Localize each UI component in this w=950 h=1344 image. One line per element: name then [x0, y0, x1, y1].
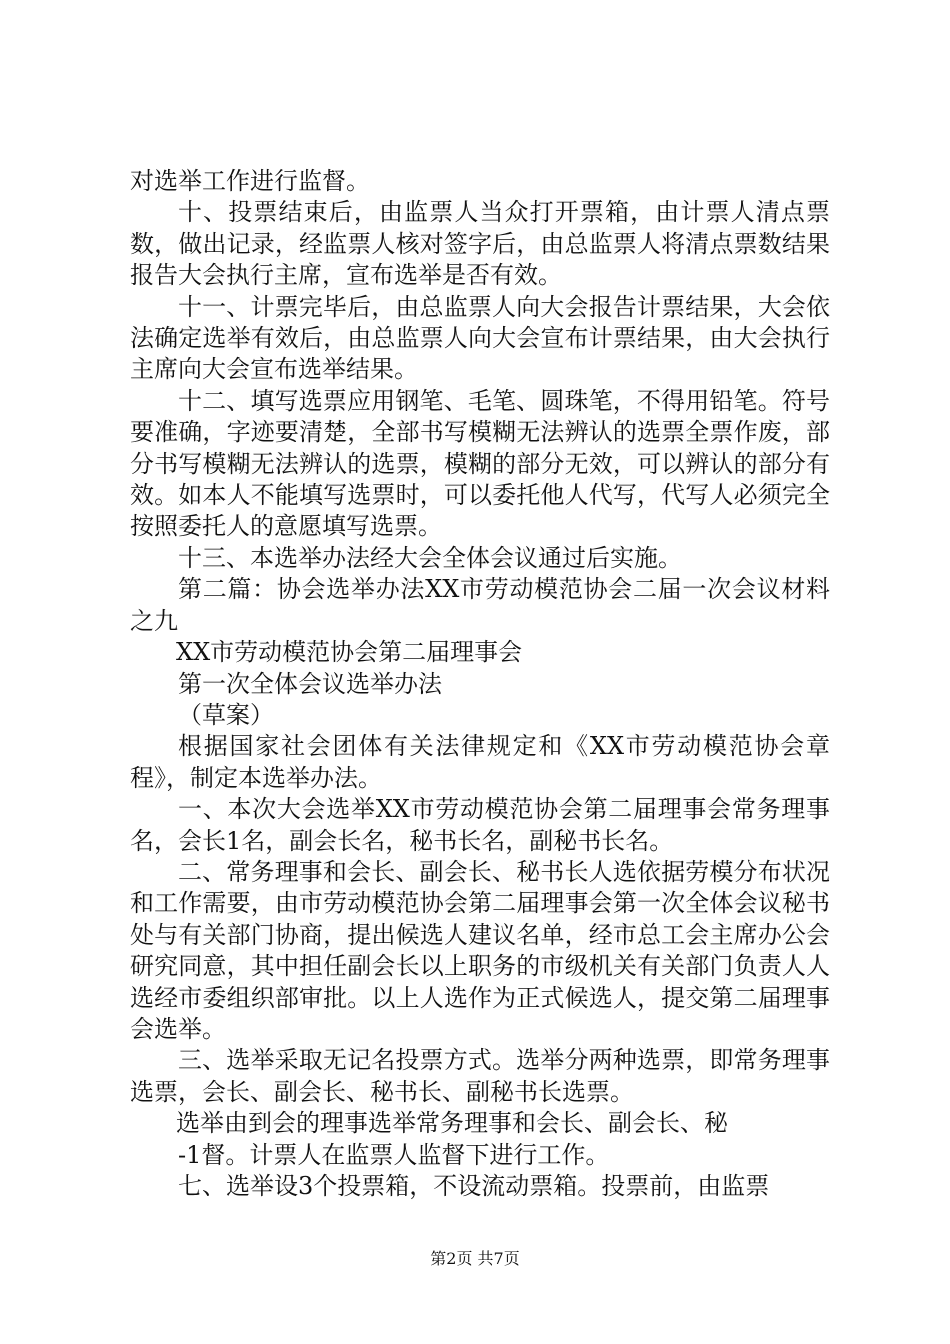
draft-label: （草案） — [178, 700, 274, 729]
paragraph: 一、本次大会选举XX市劳动模范协会第二届理事会常务理事名，会长1名，副会长名，秘书长名，副秘书长名。 — [130, 795, 830, 855]
paragraph: 二、常务理事和会长、副会长、秘书长人选依据劳模分布状况和工作需要，由市劳动模范协会第二届理事会第一次全体会议秘书处与有关部门协商，提出候选人建议名单，经市总工会主席办公会研究同意，其中担任副会长以上职务的市级机关有关部门负责人人选经市委组织部审批。以上人选作为正式候选人，提交第二届理事会选举。 — [130, 857, 830, 1043]
paragraph: 十三、本选举办法经大会全体会议通过后实施。 — [178, 543, 682, 572]
section-heading: 第二篇：协会选举办法XX市劳动模范协会二届一次会议材料之九 — [130, 575, 830, 635]
section-title: 第一次全体会议选举办法 — [178, 669, 442, 698]
paragraph: 七、选举设3个投票箱，不设流动票箱。投票前，由监票 — [178, 1172, 770, 1200]
paragraph: 选举由到会的理事选举常务理事和会长、副会长、秘 — [176, 1109, 728, 1138]
paragraph: 根据国家社会团体有关法律规定和《XX市劳动模范协会章程》，制定本选举办法。 — [130, 732, 830, 792]
document-body — [130, 166, 830, 1202]
paragraph: 十、投票结束后，由监票人当众打开票箱，由计票人清点票数，做出记录，经监票人核对签字后，由总监票人将清点票数结果报告大会执行主席，宣布选举是否有效。 — [130, 198, 830, 290]
paragraph: 十二、填写选票应用钢笔、毛笔、圆珠笔，不得用铅笔。符号要准确，字迹要清楚，全部书写模糊无法辨认的选票全票作废，部分书写模糊无法辨认的选票，模糊的部分无效，可以辨认的部分有效。如本人不能填写选票时，可以委托他人代写，代写人必须完全按照委托人的意愿填写选票。 — [130, 386, 830, 541]
paragraph: 三、选举采取无记名投票方式。选举分两种选票，即常务理事选票，会长、副会长、秘书长、副秘书长选票。 — [130, 1046, 830, 1106]
page-number-footer: 第2页 共7页 — [430, 1249, 520, 1268]
section-title: XX市劳动模范协会第二届理事会 — [176, 638, 523, 667]
paragraph: 对选举工作进行监督。 — [130, 167, 370, 195]
paragraph: -1督。计票人在监票人监督下进行工作。 — [178, 1140, 610, 1169]
paragraph: 十一、计票完毕后，由总监票人向大会报告计票结果，大会依法确定选举有效后，由总监票人向大会宣布计票结果，由大会执行主席向大会宣布选举结果。 — [130, 292, 830, 384]
